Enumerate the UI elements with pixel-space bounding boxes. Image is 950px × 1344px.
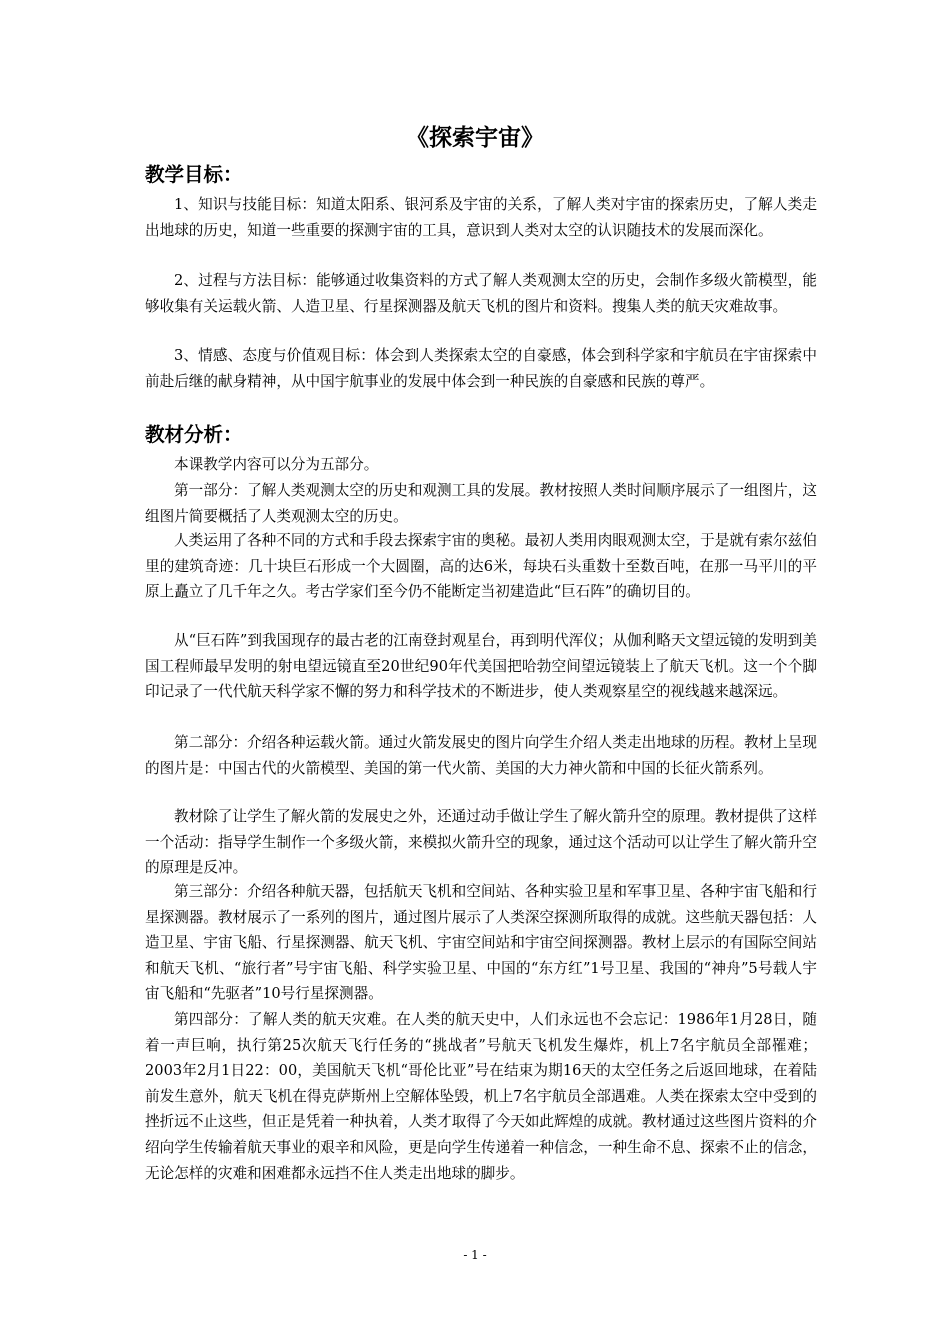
paragraph: 教材除了让学生了解火箭的发展史之外，还通过动手做让学生了解火箭升空的原理。教材提供了这样一个活动：指导学生制作一个多级火箭，来模拟火箭升空的现象，通过这个活动可以让学生了解火箭升空的原理是反冲。 <box>145 808 817 877</box>
paragraph: 从“巨石阵”到我国现存的最古老的江南登封观星台，再到明代浑仪；从伽利略天文望远镜的发明到美国工程师最早发明的射电望远镜直至20世纪90年代美国把哈勃空间望远镜装上了航天飞机。这一个个脚印记录了一代代航天科学家不懈的努力和科学技术的不断进步，使人类观察星空的视线越来越深远。 <box>145 632 817 701</box>
section-heading-teaching-goals: 教学目标： <box>145 163 243 186</box>
paragraph: 第一部分：了解人类观测太空的历史和观测工具的发展。教材按照人类时间顺序展示了一组图片，这组图片简要概括了人类观测太空的历史。 <box>145 482 817 525</box>
paragraph: 2、过程与方法目标：能够通过收集资料的方式了解人类观测太空的历史，会制作多级火箭模型，能够收集有关运载火箭、人造卫星、行星探测器及航天飞机的图片和资料。搜集人类的航天灾难故事。 <box>145 272 817 315</box>
section-heading-textbook-analysis: 教材分析： <box>145 423 243 446</box>
paragraph: 第二部分：介绍各种运载火箭。通过火箭发展史的图片向学生介绍人类走出地球的历程。教材上呈现的图片是：中国古代的火箭模型、美国的第一代火箭、美国的大力神火箭和中国的长征火箭系列。 <box>145 734 817 777</box>
paragraph: 人类运用了各种不同的方式和手段去探索宇宙的奥秘。最初人类用肉眼观测太空，于是就有索尔兹伯里的建筑奇迹：几十块巨石形成一个大圆圈，高的达6米，每块石头重数十至数百吨，在那一马平川的平原上矗立了几千年之久。考古学家们至今仍不能断定当初建造此“巨石阵”的确切目的。 <box>145 532 817 601</box>
paragraph: 本课教学内容可以分为五部分。 <box>174 456 379 473</box>
paragraph: 1、知识与技能目标：知道太阳系、银河系及宇宙的关系，了解人类对宇宙的探索历史，了解人类走出地球的历史，知道一些重要的探测宇宙的工具，意识到人类对太空的认识随技术的发展而深化。 <box>145 196 817 239</box>
paragraph: 第三部分：介绍各种航天器，包括航天飞机和空间站、各种实验卫星和军事卫星、各种宇宙飞船和行星探测器。教材展示了一系列的图片，通过图片展示了人类深空探测所取得的成就。这些航天器包括：人造卫星、宇宙飞船、行星探测器、航天飞机、宇宙空间站和宇宙空间探测器。教材上层示的有国际空间站和航天飞机、“旅行者”号宇宙飞船、科学实验卫星、中国的“东方红”1号卫星、我国的“神舟”5号载人宇宙飞船和“先驱者”10号行星探测器。 <box>145 883 817 1003</box>
page-number: - 1 - <box>463 1248 487 1262</box>
paragraph: 第四部分：了解人类的航天灾难。在人类的航天史中，人们永远也不会忘记：1986年1月28日，随着一声巨响，执行第25次航天飞行任务的“挑战者”号航天飞机发生爆炸，机上7名宇航员全部罹难；2003年2月1日22：00，美国航天飞机“哥伦比亚”号在结束为期16天的太空任务之后返回地球，在着陆前发生意外，航天飞机在得克萨斯州上空解体坠毁，机上7名宇航员全部遇难。人类在探索太空中受到的挫折远不止这些，但正是凭着一种执着，人类才取得了今天如此辉煌的成就。教材通过这些图片资料的介绍向学生传输着航天事业的艰辛和风险，更是向学生传递着一种信念，一种生命不息、探索不止的信念，无论怎样的灾难和困难都永远挡不住人类走出地球的脚步。 <box>145 1011 817 1182</box>
document-title: 《探索宇宙》 <box>406 125 544 151</box>
paragraph: 3、情感、态度与价值观目标：体会到人类探索太空的自豪感，体会到科学家和宇航员在宇宙探索中前赴后继的献身精神，从中国宇航事业的发展中体会到一种民族的自豪感和民族的尊严。 <box>145 347 817 390</box>
